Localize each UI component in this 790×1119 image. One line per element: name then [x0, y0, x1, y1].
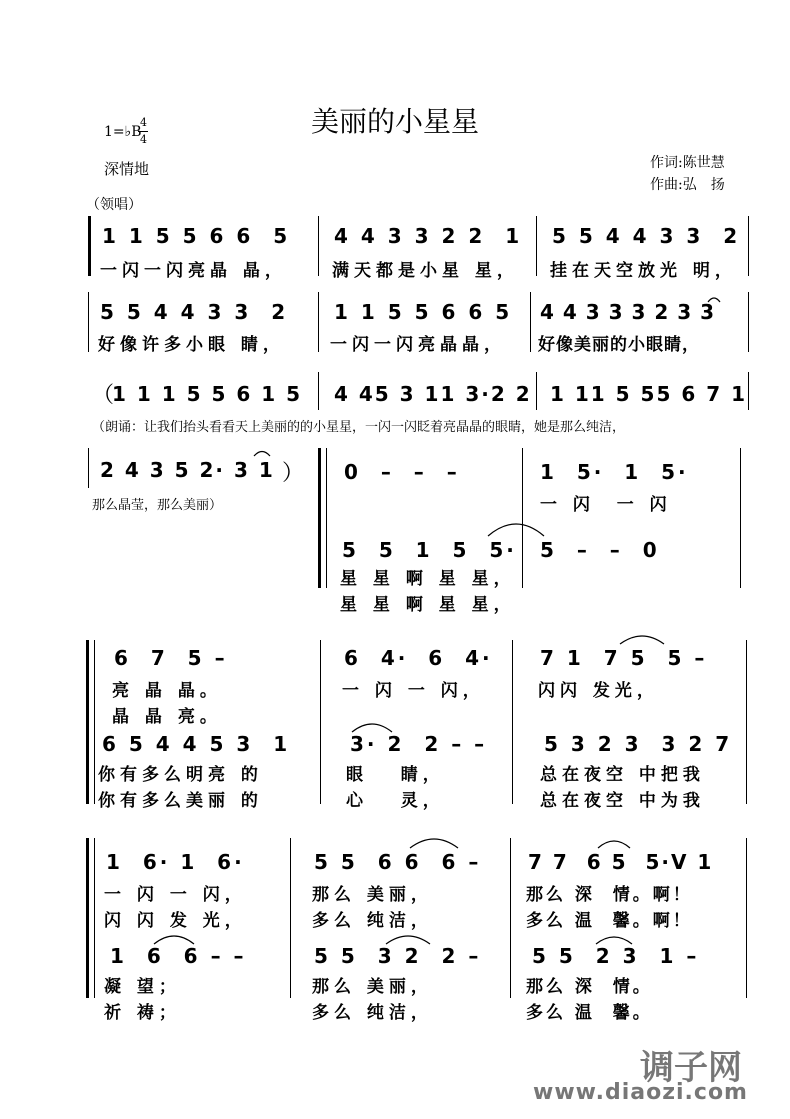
upper-part-notes: 1 6· 1 6· [106, 850, 245, 874]
lyric-line: 一闪一闪亮晶晶， [330, 335, 506, 355]
measure-notes: 5 5 4 4 3 3 2 [100, 300, 289, 324]
lower-part-notes: 5 5 3 2 2 – [314, 944, 482, 968]
upper-part-notes: 0 – – – [344, 460, 460, 484]
upper-part-notes: 6 4· 6 4· [344, 646, 493, 670]
upper-part-notes: 5 5 6 6 6 – [314, 850, 482, 874]
lyric-line: 一闪一闪亮晶 晶， [100, 261, 287, 281]
lyric-line: 那么 深 情。啊！ [526, 885, 693, 905]
measure-notes: 4 4 3 3 2 2 1 [334, 224, 523, 248]
lyric-line: 你有多么明亮 的 [98, 765, 263, 785]
lower-part-notes: 5 5 1 5 5· [342, 538, 517, 562]
part-label: （领唱） [86, 197, 142, 213]
upper-part-notes: 7 7 6 5 5·V 1 [528, 850, 714, 874]
measure-notes: 4 4 3 3 3 2 3 3 [540, 300, 716, 324]
lyric-line: 星 星 啊 星 星， [340, 595, 516, 615]
lyric-line: 总在夜空 中为我 [540, 791, 705, 811]
slur [386, 936, 430, 944]
upper-part-notes: 7 1 7 5 5 – [540, 646, 708, 670]
measure-notes: 1 1 1 5 5 6 1 5 [112, 382, 303, 406]
lyric-line: 闪 闪 发 光， [104, 911, 247, 931]
upper-part-notes: 6 7 5 – [114, 646, 228, 670]
lyric-line: 满天都是小星 星， [332, 261, 519, 281]
measure-notes: 4 45 3 11 3·2 2 [334, 382, 532, 406]
lower-part-notes: 6 5 4 4 5 3 1 [102, 732, 291, 756]
lyric-line: 那么 深 情。 [526, 977, 653, 997]
slur [598, 841, 630, 848]
lower-part-notes: 5 3 2 3 3 2 7 [544, 732, 733, 756]
lyric-line: 闪闪 发光， [538, 681, 659, 701]
time-signature-top: 4 [140, 116, 147, 129]
lyric-line: 总在夜空 中把我 [540, 765, 705, 785]
lyric-line: 好像许多小眼 睛， [98, 335, 285, 355]
lyric-line: 多么 纯洁， [312, 911, 433, 931]
lyric-line: 凝 望； [104, 977, 181, 997]
measure-notes: 1 1 5 5 6 6 5 [102, 224, 291, 248]
lyricist: 作词:陈世慧 [650, 155, 725, 171]
lyric-line: 心 灵， [346, 791, 445, 811]
measure-notes: 5 5 4 4 3 3 2 [552, 224, 741, 248]
lower-part-notes: 5 – – 0 [540, 538, 660, 562]
narration-text: 那么晶莹，那么美丽） [92, 498, 223, 513]
slur [596, 937, 632, 944]
measure-notes: 1 11 5 55 6 7 1 [550, 382, 748, 406]
lower-part-notes: 3· 2 2 – – [350, 732, 488, 756]
close-paren: ） [282, 461, 305, 486]
tempo-mark: 深情地 [104, 160, 150, 178]
lyric-line: 那么 美丽， [312, 977, 433, 997]
slur [154, 936, 194, 944]
narration-text: （朗诵：让我们抬头看看天上美丽的的小星星，一闪一闪眨着亮晶晶的眼睛，她是那么纯洁， [92, 420, 626, 435]
lyric-line: 晶 晶 亮。 [112, 707, 222, 727]
lyric-line: 多么 温 馨。啊！ [526, 911, 693, 931]
fermata-mark [254, 452, 270, 457]
lower-part-notes: 5 5 2 3 1 – [532, 944, 700, 968]
site-url[interactable]: www.diaozi.com [533, 1080, 748, 1105]
open-paren: （ [92, 383, 115, 408]
slur [620, 636, 664, 644]
lyric-line: 一 闪 一 闪， [342, 681, 485, 701]
slur [410, 839, 458, 848]
fermata-mark [708, 298, 720, 302]
site-logo: 调子网 [640, 1048, 742, 1088]
measure-notes: 1 1 5 5 6 6 5 [334, 300, 513, 324]
lyric-line: 挂在天空放光 明， [550, 261, 737, 281]
lyric-line: 多么 温 馨。 [526, 1003, 653, 1023]
lyric-line: 好像美丽的小眼睛， [538, 335, 700, 355]
lyric-line: 眼 睛， [346, 765, 445, 785]
slur [352, 724, 392, 732]
lyric-line: 多么 纯洁， [312, 1003, 433, 1023]
lyric-line: 那么 美丽， [312, 885, 433, 905]
lyric-line: 一 闪 一 闪 [540, 495, 672, 515]
lyric-line: 一 闪 一 闪， [104, 885, 247, 905]
composer: 作曲:弘 扬 [650, 177, 725, 193]
song-title: 美丽的小星星 [310, 105, 479, 138]
measure-notes: 2 4 3 5 2· 3 1 [100, 458, 275, 482]
slur [488, 524, 544, 536]
lyric-line: 祈 祷； [104, 1003, 181, 1023]
upper-part-notes: 1 5· 1 5· [540, 460, 689, 484]
lower-part-notes: 1 6 6 – – [110, 944, 247, 968]
lyric-line: 你有多么美丽 的 [98, 791, 263, 811]
time-signature-bottom: 4 [140, 133, 147, 146]
lyric-line: 星 星 啊 星 星， [340, 569, 516, 589]
lyric-line: 亮 晶 晶。 [112, 681, 222, 701]
key-signature: 1=♭B [104, 124, 142, 140]
